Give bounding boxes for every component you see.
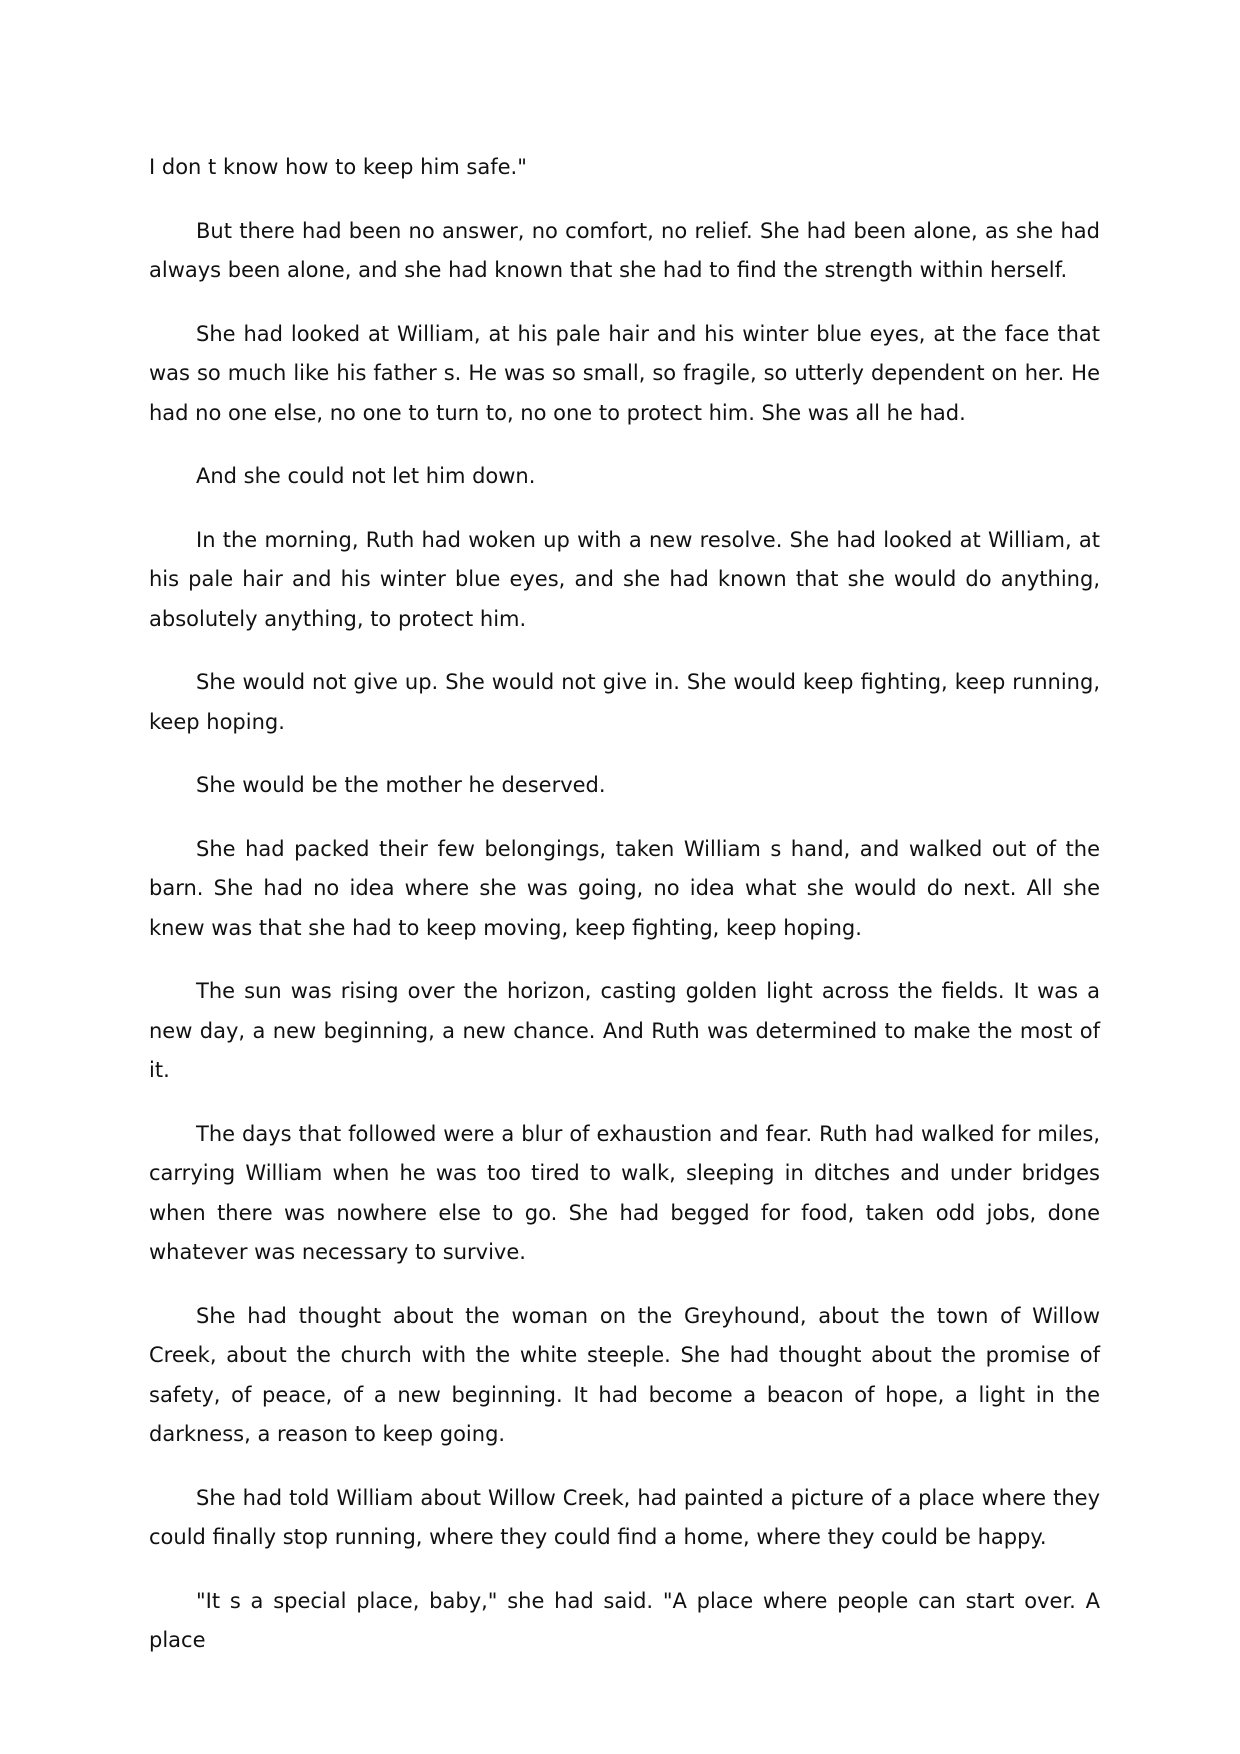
paragraph-2: But there had been no answer, no comfort, no relief. She had been alone, as she had always been alone, and she had known that she had to find the strength within herself. [149, 218, 1100, 282]
body-text [149, 148, 1100, 1685]
paragraph-5: In the morning, Ruth had woken up with a new resolve. She had looked at William, at his pale hair and his winter blue eyes, and she had known that she would do anything, absolutely anything, to protect him. [149, 527, 1100, 631]
paragraph-11: She had thought about the woman on the Greyhound, about the town of Willow Creek, about the church with the white steeple. She had thought about the promise of safety, of peace, of a new beginning. It had become a beacon of hope, a light in the darkness, a reason to keep going. [149, 1303, 1100, 1446]
paragraph-4: And she could not let him down. [196, 464, 536, 488]
paragraph-3: She had looked at William, at his pale hair and his winter blue eyes, at the face that was so much like his father s. He was so small, so fragile, so utterly dependent on her. He had no one else, no one to turn to, no one to protect him. She was all he had. [149, 321, 1100, 425]
paragraph-12: She had told William about Willow Creek, had painted a picture of a place where they could finally stop running, where they could find a home, where they could be happy. [149, 1485, 1100, 1549]
paragraph-9: The sun was rising over the horizon, casting golden light across the fields. It was a new day, a new beginning, a new chance. And Ruth was determined to make the most of it. [149, 979, 1100, 1082]
paragraph-13: "It s a special place, baby," she had said. "A place where people can start over. A place [149, 1588, 1100, 1652]
paragraph-1: I don t know how to keep him safe." [149, 155, 527, 179]
paragraph-6: She would not give up. She would not give in. She would keep fighting, keep running, keep hoping. [149, 670, 1100, 734]
paragraph-7: She would be the mother he deserved. [196, 773, 606, 797]
paragraph-8: She had packed their few belongings, taken William s hand, and walked out of the barn. She had no idea where she was going, no idea what she would do next. All she knew was that she had to keep moving, keep fighting, keep hoping. [149, 836, 1100, 940]
paragraph-10: The days that followed were a blur of exhaustion and fear. Ruth had walked for miles, carrying William when he was too tired to walk, sleeping in ditches and under bridges when there was nowhere else to go. She had begged for food, taken odd jobs, done whatever was necessary to survive. [149, 1121, 1100, 1264]
